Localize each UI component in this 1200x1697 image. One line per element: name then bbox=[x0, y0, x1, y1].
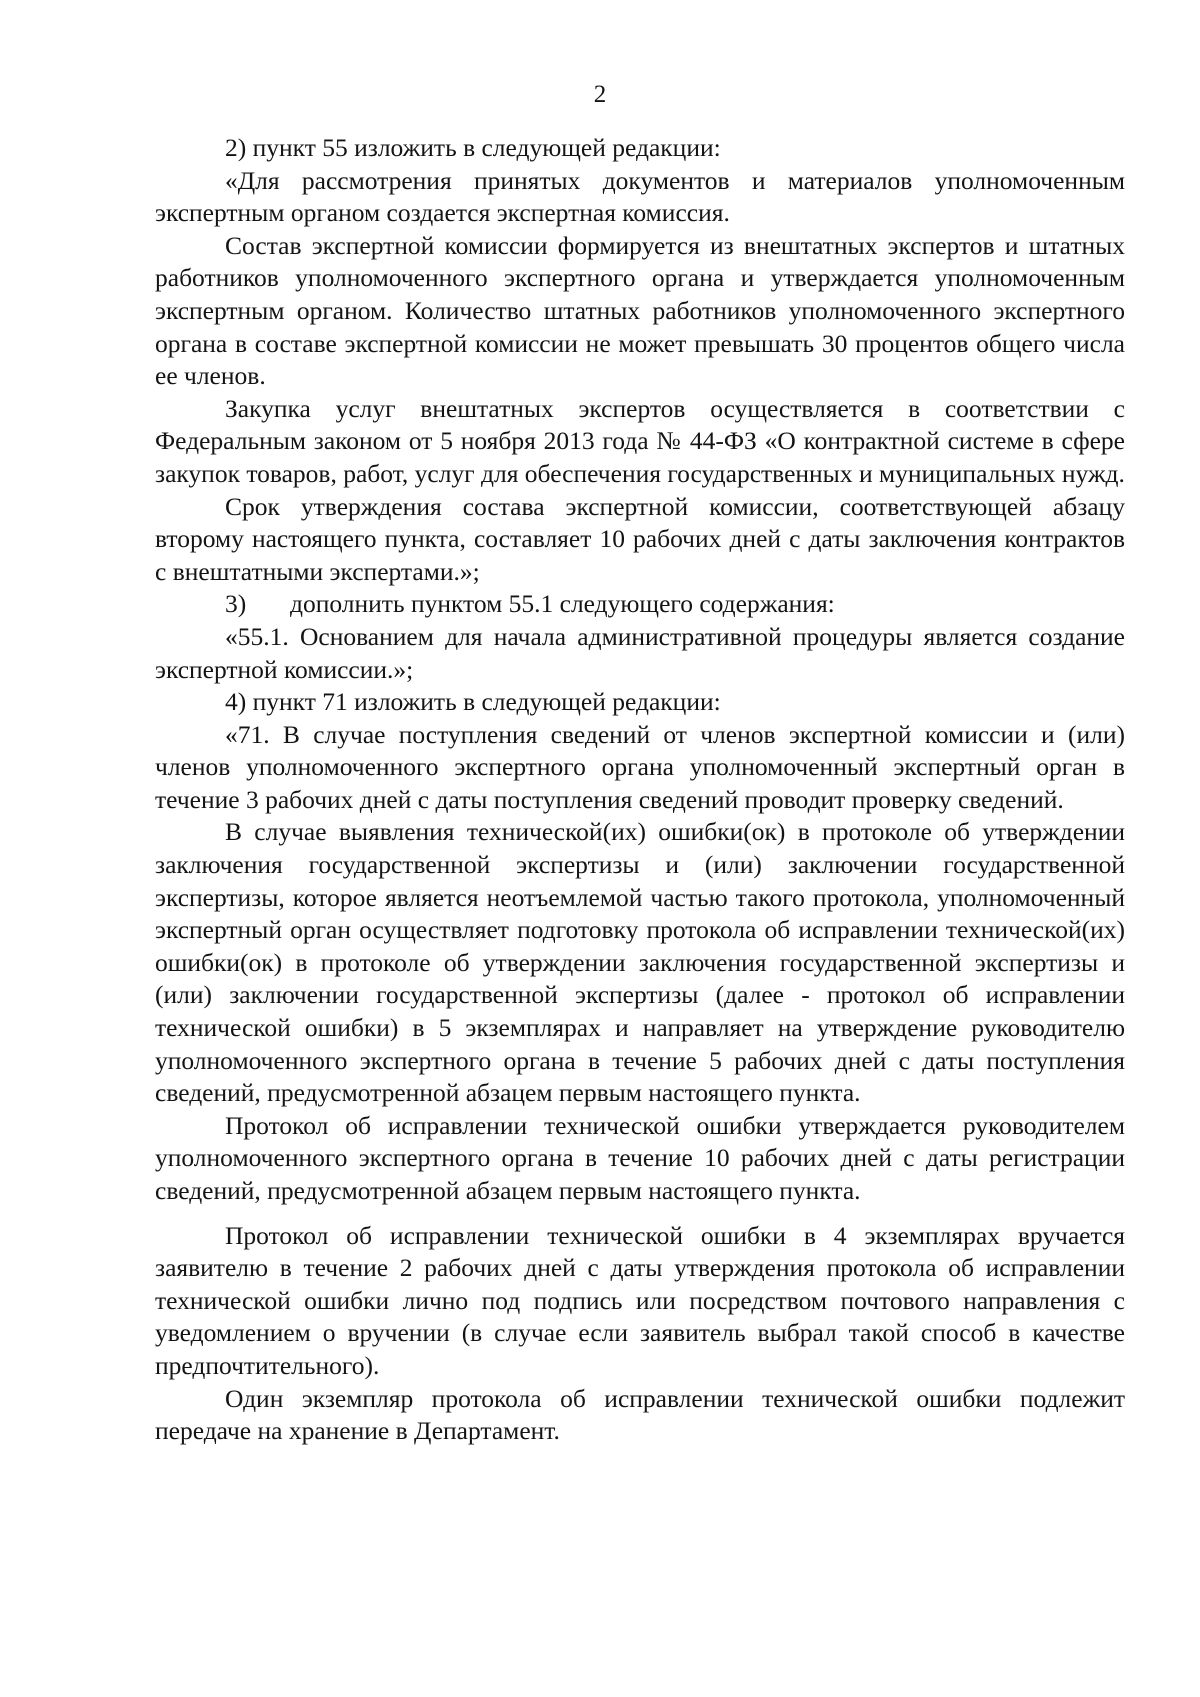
paragraph-item-3 bbox=[155, 588, 1125, 621]
paragraph-item-4: 4) пункт 71 изложить в следующей редакции: bbox=[225, 687, 721, 717]
paragraph-approval-term: Срок утверждения состава экспертной комиссии, соответствующей абзацу второму настоящего пункта, составляет 10 рабочих дней с даты заключения контрактов с внештатными экспертами.»; bbox=[155, 491, 1125, 586]
paragraph-quote-start: «Для рассмотрения принятых документов и материалов уполномоченным экспертным органом создается экспертная комиссия. bbox=[155, 165, 1125, 228]
document-body bbox=[155, 132, 1125, 1448]
paragraph-protocol-approval: Протокол об исправлении технической ошибки утверждается руководителем уполномоченного экспертного органа в течение 10 рабочих дней с даты регистрации сведений, предусмотренной абзацем первым настоящего пункта. bbox=[155, 1110, 1125, 1205]
paragraph-71: «71. В случае поступления сведений от членов экспертной комиссии и (или) членов уполномоченного экспертного органа уполномоченный экспертный орган в течение 3 рабочих дней с даты поступления сведений проводит проверку сведений. bbox=[155, 719, 1125, 814]
item-3-text: дополнить пунктом 55.1 следующего содержания: bbox=[290, 589, 835, 619]
paragraph-commission-composition: Состав экспертной комиссии формируется из внештатных экспертов и штатных работников уполномоченного экспертного органа и утверждается уполномоченным экспертным органом. Количество штатных работников уполномоченного экспертного органа в составе экспертной комиссии не может превышать 30 процентов общего числа ее членов. bbox=[155, 230, 1125, 391]
item-3-number: 3) bbox=[225, 589, 247, 619]
paragraph-error-detection: В случае выявления технической(их) ошибки(ок) в протоколе об утверждении заключения государственной экспертизы и (или) заключении государственной экспертизы, которое является неотъемлемой частью такого протокола, уполномоченный экспертный орган осуществляет подготовку протокола об исправлении технической(их) ошибки(ок) в протоколе об утверждении заключения государственной экспертизы и (или) заключении государственной экспертизы (далее - протокол об исправлении технической ошибки) в 5 экземплярах и направляет на утверждение руководителю уполномоченного экспертного органа в течение 5 рабочих дней с даты поступления сведений, предусмотренной абзацем первым настоящего пункта. bbox=[155, 817, 1125, 1108]
page-number: 2 bbox=[593, 81, 607, 108]
paragraph-procurement: Закупка услуг внештатных экспертов осуществляется в соответствии с Федеральным законом от 5 ноября 2013 года № 44-ФЗ «О контрактной системе в сфере закупок товаров, работ, услуг для обеспечения государственных и муниципальных нужд. bbox=[155, 393, 1125, 488]
paragraph-storage: Один экземпляр протокола об исправлении технической ошибки подлежит передаче на хранение в Департамент. bbox=[155, 1383, 1125, 1446]
paragraph-item-2: 2) пункт 55 изложить в следующей редакции: bbox=[225, 133, 721, 162]
paragraph-55-1: «55.1. Основанием для начала административной процедуры является создание экспертной комиссии.»; bbox=[155, 621, 1125, 684]
paragraph-protocol-delivery: Протокол об исправлении технической ошибки в 4 экземплярах вручается заявителю в течение 2 рабочих дней с даты утверждения протокола об исправлении технической ошибки лично под подпись или посредством почтового направления с уведомлением о вручении (в случае если заявитель выбрал такой способ в качестве предпочтительного). bbox=[155, 1220, 1125, 1380]
